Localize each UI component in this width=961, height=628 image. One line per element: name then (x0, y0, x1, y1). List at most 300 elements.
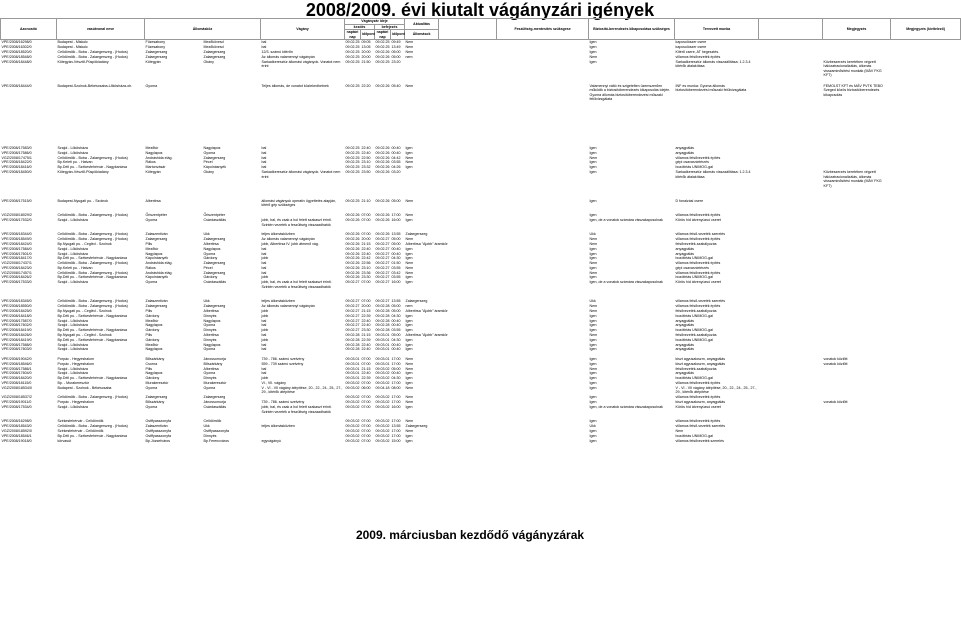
cell-allomas-2: Celldömölk (203, 419, 222, 424)
cell-befejezes-idopont: 05:40 (391, 83, 401, 88)
cell-kezdes-nap: 09.03.01 (345, 371, 360, 376)
col-allomasok: Állomások (405, 30, 439, 40)
cell-pad (497, 439, 589, 444)
table-row (1, 60, 961, 84)
cell-pad (439, 84, 497, 146)
cell-kezdes-idopont: 07:00 (361, 428, 371, 433)
cell-kezdes-idopont: 22:40 (361, 150, 371, 155)
cell-vagany: bal (261, 155, 267, 160)
cell-pad (497, 347, 589, 357)
cell-azonosito: VPE/2008/18520/0 (1, 49, 32, 54)
cell-kezdes-nap: 09.02.27 (345, 280, 360, 285)
cell-vonal: Bp.Déli pu. - Székesfehérvár - Nagykanizsa (57, 376, 128, 381)
cell-pad (759, 199, 823, 213)
cell-befejezes-nap: 09.03.01 (375, 342, 390, 347)
cell-allomas-1: Gárdony (145, 313, 160, 318)
col-nap1: naptári nap (345, 30, 361, 40)
cell-allomas-2: Pécel (203, 160, 213, 165)
cell-allomas-1: Zalaegerszeg (145, 49, 168, 54)
cell-pad (759, 347, 823, 357)
cell-vagany: bal (261, 45, 267, 50)
cell-kezdes-idopont: 23:32 (361, 165, 371, 170)
cell-vonal: Szajol - Lökösháza (57, 246, 88, 251)
cell-vagany: bal (261, 318, 267, 323)
cell-azonosito: VGZ/2008/17457/1 (1, 270, 32, 275)
cell-vagany: bal (261, 40, 267, 45)
cell-kezdes-idopont: 07:00 (361, 280, 371, 285)
cell-vagany: Sarkadkeresztúr állomási vágányok. Vonatot nem érint (261, 59, 341, 69)
closure-table (0, 18, 961, 443)
cell-biztber: Igen, de a vonatok számára visszakapcsolnak (589, 280, 663, 285)
section-title-march: 2009. márciusban kezdődő vágányzárak (355, 528, 585, 542)
cell-allomas-1: Andráshida elág. (145, 270, 173, 275)
cell-azonosito: VPE/2008/18419/0 (1, 328, 32, 333)
cell-biztber: Nem (589, 155, 598, 160)
cell-befejezes-idopont: 05:00 (391, 304, 401, 309)
cell-befejezes-nap: 09.02.27 (375, 237, 390, 242)
cell-allomas-2: Jánossomorja (203, 400, 226, 405)
cell-feszultseg: Igen (405, 376, 413, 381)
cell-kezdes-nap: 09.02.26 (345, 275, 360, 280)
col-idotartam: Vágányzár ideje (345, 19, 405, 25)
cell-vonal: Szajol - Lökösháza (57, 347, 88, 352)
cell-munka: felsővezeték-szabályozás (675, 333, 717, 338)
cell-biztber: Ukk (589, 232, 596, 237)
cell-kezdes-idopont: 22:40 (361, 323, 371, 328)
cell-allomas-2: Albertirsa (203, 333, 219, 338)
cell-munka: villamos felsővezeték építés (675, 237, 721, 242)
col-biztber: Biztosító-berendezés kikapcsolása szükséges (589, 19, 675, 40)
cell-kezdes-nap: 09.03.01 (345, 357, 360, 362)
col-kezdes: kezdés (345, 24, 375, 30)
cell-befejezes-idopont: 17:00 (391, 428, 401, 433)
cell-biztber: Valamennyi váltó és szigetelten üzemszerűen működik a biztosítóberendezés kikapcsolás idején. Gyoma állomás biztosítóberendezési műszaki felülvizsgálata (589, 83, 671, 102)
cell-pad (891, 347, 961, 357)
cell-befejezes-nap: 09.02.28 (375, 309, 390, 314)
cell-biztber: Igen (589, 265, 597, 270)
cell-vonal: Bp.Déli pu. - Székesfehérvár - Nagykanizsa (57, 165, 128, 170)
cell-kezdes-nap: 09.02.27 (345, 328, 360, 333)
cell-vagany: bal (261, 265, 267, 270)
cell-feszultseg: Nem (405, 385, 414, 390)
cell-vagany: jobb (261, 328, 269, 333)
cell-befejezes-nap: 09.02.27 (375, 265, 390, 270)
cell-allomas-2: Gyoma (203, 371, 216, 376)
cell-feszultseg: Igen (405, 275, 413, 280)
cell-befejezes-idopont: 04:30 (391, 313, 401, 318)
cell-biztber: Igen (589, 361, 597, 366)
cell-allomas-2: Bőszárkány (203, 361, 223, 366)
cell-munka: Kitérő csere, AT hegesztés. (675, 49, 720, 54)
cell-biztber: Igen (589, 381, 597, 386)
cell-feszultseg: Nem (405, 395, 414, 400)
table-row (1, 386, 961, 396)
cell-vonal: körvasút (57, 438, 72, 443)
cell-vagany: jobb (261, 337, 269, 342)
cell-munka: gépi osavarzártérzés (675, 265, 709, 270)
cell-biztber: Igen (589, 438, 597, 443)
cell-befejezes-nap: 09.02.25 (375, 45, 390, 50)
cell-kezdes-nap: 09.02.26 (345, 256, 360, 261)
cell-befejezes-nap: 09.04.18 (375, 385, 390, 390)
cell-azonosito: VPE/2008/17532/0 (1, 217, 32, 222)
cell-kezdes-idopont: 22:40 (361, 347, 371, 352)
cell-allomas-1: Zalaegerszeg (145, 395, 168, 400)
cell-azonosito: VPE/2008/17583/0 (1, 145, 32, 150)
cell-befejezes-idopont: 17:00 (391, 357, 401, 362)
cell-allomas-1: Mezőtúr (145, 342, 159, 347)
cell-kezdes-idopont: 09:05 (361, 40, 371, 45)
cell-befejezes-idopont: 17:00 (391, 381, 401, 386)
cell-feszultseg: Igen (405, 433, 413, 438)
cell-befejezes-idopont: 17:00 (391, 400, 401, 405)
cell-feszultseg: Igen (405, 342, 413, 347)
cell-azonosito: VPE/2008/18422/0 (1, 160, 32, 165)
cell-allomas-2: Zalaegerszeg (203, 395, 226, 400)
cell-befejezes-idopont: 05:00 (391, 333, 401, 338)
cell-biztber: Igen (589, 433, 597, 438)
cell-allomas-1: Nagylapos (145, 150, 163, 155)
cell-munka: anyagpálás (675, 145, 694, 150)
cell-befejezes-nap: 09.03.01 (375, 333, 390, 338)
cell-allomas-2: Zalaegerszeg (203, 54, 226, 59)
cell-vagany: Teljes állomás, de vonatot közlekedhetnek (261, 83, 329, 88)
cell-azonosito: VPE/2008/18546/0 (1, 361, 32, 366)
cell-vonal: Celldömölk - Boba - Zalaegerszeg - (Hodos) (57, 270, 128, 275)
cell-befejezes-idopont: 00:40 (391, 145, 401, 150)
cell-befejezes-nap: 09.02.28 (375, 313, 390, 318)
cell-allomas-2: Gyoma (203, 323, 216, 328)
cell-azonosito: VPE/2008/19042/0 (1, 357, 32, 362)
cell-allomas-1: Gyoma (145, 217, 158, 222)
cell-kezdes-idopont: 23:30 (361, 275, 371, 280)
cell-vonal: Celldömölk - Boba - Zalaegerszeg - (Hodos) (57, 424, 128, 429)
cell-munka: bozótirtás UNIMOG-gal (675, 165, 713, 170)
cell-pad (891, 386, 961, 396)
cell-munka: kiszt agyusaloszm, anyagpálás (675, 400, 726, 405)
cell-vonal: Celldömölk - Boba - Zalaegerszeg - (Hodos) (57, 232, 128, 237)
cell-vonal: Bp.Déli pu. - Székesfehérvár - Nagykanizsa (57, 337, 128, 342)
cell-allomas-1: Andráshida elág. (145, 155, 173, 160)
cell-feszultseg: Albertirsa "Ajobb" áramkör (405, 333, 448, 338)
cell-pad (759, 84, 823, 146)
cell-befejezes-nap: 09.03.02 (375, 400, 390, 405)
cell-pad (891, 218, 961, 232)
cell-feszultseg: Igen (405, 381, 413, 386)
table-row (1, 218, 961, 232)
cell-vagany: bal (261, 323, 267, 328)
cell-feszultseg: Igen (405, 313, 413, 318)
cell-azonosito: VPE/2008/17587/0 (1, 318, 32, 323)
cell-befejezes-idopont: 05:00 (391, 241, 401, 246)
cell-allomas-1: Őriszentpéter (145, 213, 168, 218)
cell-pad (439, 439, 497, 444)
cell-azonosito: VPE/2008/17602/0 (1, 323, 32, 328)
cell-allomas-2: Okány (203, 169, 214, 174)
cell-pad (497, 218, 589, 232)
cell-feszultseg: Igen (405, 323, 413, 328)
cell-befejezes-idopont: 00:40 (391, 371, 401, 376)
cell-vagany: V - VI - VII vágány átépítése, 20., 22., 24., 25., 27., 29., kitérők átépítése (261, 385, 343, 395)
cell-feszultseg: Igen (405, 145, 413, 150)
cell-kezdes-nap: 09.02.25 (345, 54, 360, 59)
cell-kezdes-idopont: 21:15 (361, 333, 371, 338)
cell-feszultseg: nem (405, 54, 413, 59)
col-nap2: naptári nap (375, 30, 391, 40)
cell-feszultseg: Nem (405, 198, 414, 203)
cell-vagany: Sarkadkeresztúr állomási vágányok. Vonatot nem érint (261, 169, 341, 179)
cell-biztber: Igen (589, 145, 597, 150)
cell-munka: anyagpálás (675, 246, 694, 251)
col-feszultseg: Feszültség-mentesítés szüksgese (497, 19, 589, 40)
cell-kezdes-nap: 09.03.02 (345, 424, 360, 429)
cell-vonal: Budapest - Szolnok - Békéscsaba (57, 385, 112, 390)
cell-munka: anyagpálás (675, 371, 694, 376)
cell-biztber: Igen (589, 169, 597, 174)
cell-biztber: Igen (589, 213, 597, 218)
cell-allomas-1: Zalaegerszeg (145, 304, 168, 309)
cell-pad (497, 84, 589, 146)
cell-vonal: Szajol - Lökösháza (57, 145, 88, 150)
cell-biztber: Igen (589, 313, 597, 318)
cell-kezdes-idopont: 07:00 (361, 438, 371, 443)
cell-azonosito: VPE/2008/18426/0 (1, 333, 32, 338)
cell-kezdes-nap: 09.02.28 (345, 333, 360, 338)
cell-megjegyzes: vonatok közlött (823, 400, 848, 405)
cell-allomas-2: Kápolnásnyék (203, 165, 227, 170)
cell-befejezes-idopont: 00:40 (391, 246, 401, 251)
cell-kezdes-nap: 09.02.25 (345, 198, 360, 203)
cell-feszultseg: Nem (405, 261, 414, 266)
cell-azonosito: VGZ/2008/17475/1 (1, 155, 32, 160)
cell-feszultseg: Nem (405, 83, 414, 88)
cell-kezdes-idopont: 23:36 (361, 270, 371, 275)
cell-kezdes-idopont: 07:00 (361, 299, 371, 304)
cell-allomas-2: Albertirsa (203, 241, 219, 246)
page-title: 2008/2009. évi kiutalt vágányzári igények (305, 0, 655, 20)
cell-allomas-2: Ukk (203, 299, 210, 304)
cell-befejezes-nap: 09.02.25 (375, 59, 390, 64)
cell-feszultseg: Igen (405, 438, 413, 443)
cell-feszultseg: Nem (405, 155, 414, 160)
cell-kezdes-idopont: 07:00 (361, 400, 371, 405)
cell-pad (439, 386, 497, 396)
cell-pad (891, 170, 961, 199)
cell-befejezes-nap: 09.02.27 (375, 246, 390, 251)
cell-kezdes-nap: 09.02.25 (345, 40, 360, 45)
cell-azonosito: VPE/2008/16298/0 (1, 419, 32, 424)
cell-befejezes-idopont: 03:55 (391, 328, 401, 333)
cell-vonal: Szajol - Lökösháza (57, 318, 88, 323)
cell-azonosito: VGZ/2008/18537/2 (1, 395, 32, 400)
cell-feszultseg: Igen (405, 150, 413, 155)
cell-vagany: egyvágányú (261, 438, 281, 443)
cell-befejezes-idopont: 04:30 (391, 337, 401, 342)
cell-munka: villamos felső-vezeték szerelés (675, 299, 726, 304)
cell-kezdes-idopont: 21:15 (361, 309, 371, 314)
cell-munka: Körös híd átvenyúzsó cseret (675, 217, 721, 222)
cell-allomas-2: Zalaegerszeg (203, 49, 226, 54)
cell-biztber: Nem (589, 237, 598, 242)
cell-kezdes-nap: 09.03.02 (345, 433, 360, 438)
cell-biztber: Nem (589, 241, 598, 246)
cell-azonosito: VPE/2008/18345/0 (1, 299, 32, 304)
cell-vonal: Porpác - Hegyeshalom (57, 361, 95, 366)
cell-munka: anyagpálás (675, 342, 694, 347)
cell-allomas-2: Csárdaszállás (203, 405, 227, 409)
cell-biztber: Igen (589, 251, 597, 256)
cell-kezdes-nap: 09.02.28 (345, 342, 360, 347)
cell-kezdes-idopont: 07:00 (361, 433, 371, 438)
cell-allomas-2 (203, 199, 261, 213)
cell-vonal: Bp.Déli pu. - Székesfehérvár - Nagykanizsa (57, 433, 128, 438)
cell-vonal: Szajol - Lökösháza (57, 405, 88, 409)
cell-allomas-1: Gyoma (145, 280, 158, 285)
cell-befejezes-idopont: 05:00 (391, 309, 401, 314)
cell-vonal: Szajol - Lökösháza (57, 217, 88, 222)
cell-kezdes-idopont: 22:39 (361, 313, 371, 318)
cell-vagany: bal (261, 145, 267, 150)
cell-befejezes-nap: 09.03.01 (375, 357, 390, 362)
cell-befejezes-nap: 09.02.28 (375, 328, 390, 333)
cell-feszultseg: Igen (405, 251, 413, 256)
cell-allomas-1: Ostffyasszonyfa (145, 433, 172, 438)
cell-azonosito: VPE/2008/18444/0 (1, 83, 32, 88)
cell-azonosito: VPE/2008/18549/0 (1, 237, 32, 242)
cell-feszultseg: Igen (405, 217, 413, 222)
cell-azonosito: VPE/2008/18423/0 (1, 265, 32, 270)
cell-biztber: Nem (589, 261, 598, 266)
cell-befejezes-nap: 09.03.02 (375, 419, 390, 424)
cell-biztber: Nem (589, 309, 598, 314)
cell-befejezes-idopont: 03:55 (391, 160, 401, 165)
cell-kezdes-nap: 09.03.02 (345, 419, 360, 424)
cell-vagany: teljes állomásközben (261, 424, 295, 429)
cell-vonal: Székesfehérvár - Celldömölk (57, 428, 104, 433)
cell-befejezes-nap: 09.02.25 (375, 40, 390, 45)
cell-vagany: Az állomás valamennyi vágányán (261, 304, 315, 309)
cell-feszultseg: Igen (405, 337, 413, 342)
cell-befejezes-nap: 09.03.02 (375, 381, 390, 386)
cell-allomas-2: Gyoma (203, 150, 216, 155)
cell-vonal: Budapest - Miskolc (57, 40, 88, 45)
cell-vagany: jobb (261, 275, 269, 280)
cell-biztber: Igen (589, 59, 597, 64)
cell-allomas-1: Murakeresztúr (145, 381, 169, 386)
cell-vagany: VI., VII. vágány (261, 381, 286, 386)
cell-vagany: 739 - 786. számú szelvény (261, 400, 305, 405)
cell-vonal: Bp.Déli pu. - Székesfehérvár - Nagykanizsa (57, 256, 128, 261)
cell-allomas-1: Füzesabony (145, 40, 166, 45)
cell-kezdes-idopont: 07:00 (361, 381, 371, 386)
cell-befejezes-idopont: 00:40 (391, 323, 401, 328)
cell-vonal: Celldömölk - Boba - Zalaegerszeg - (Hodos) (57, 155, 128, 160)
cell-megjegyzes (823, 280, 891, 299)
cell-allomas-1: Mezőtúr (145, 145, 159, 150)
cell-allomas-2: Dinnyés (203, 376, 217, 381)
cell-azonosito: VGZ/2008/18029/2 (1, 213, 32, 218)
cell-kezdes-nap: 09.03.01 (345, 366, 360, 371)
cell-biztber: Ukk (589, 424, 596, 429)
cell-allomas-1: Füzesabony (145, 45, 166, 50)
cell-kezdes-idopont: 21:15 (361, 366, 371, 371)
cell-munka: Nem (675, 428, 684, 433)
cell-kezdes-idopont: 13:05 (361, 45, 371, 50)
cell-vonal: Porpác - Hegyeshalom (57, 400, 95, 405)
cell-munka: bozótirtás UNIMOG-gal (675, 433, 713, 438)
cell-munka: villamos felsővezeték építés (675, 304, 721, 309)
cell-befejezes-idopont: 03:42 (391, 270, 401, 275)
cell-munka: villamos felsővezeték építés (675, 395, 721, 400)
cell-kezdes-idopont: 20:00 (361, 304, 371, 309)
cell-feszultseg: Nem (405, 265, 414, 270)
cell-vonal: Bp.Nyugati pu. - Cegléd - Szolnok (57, 333, 112, 338)
cell-allomas-2: Nagylapos (203, 246, 221, 251)
cell-vagany: jobb, Albertirsa IV. jobb átmenő vág. (261, 241, 319, 246)
cell-azonosito: VPE/2008/18115/0 (1, 381, 32, 386)
cell-vagany: bal (261, 165, 267, 170)
cell-allomas-2: Murakeresztúr (203, 381, 227, 386)
cell-vagany: jobb (261, 376, 269, 381)
cell-munka: villamos felső-vezeték szerelés (675, 424, 726, 429)
col-aktualitas: Aktualitás (405, 19, 439, 30)
cell-vagany: bal (261, 270, 267, 275)
cell-biztber: Igen (589, 150, 597, 155)
cell-befejezes-idopont: 17:00 (391, 361, 401, 366)
cell-kezdes-idopont: 22:40 (361, 342, 371, 347)
cell-allomas-2: Dinnyés (203, 313, 217, 318)
cell-biztber: Igen (589, 165, 597, 170)
cell-megjegyzes: vonatok közlött (823, 357, 848, 362)
cell-megjegyzes (823, 386, 891, 396)
cell-allomas-1: Zalaszentiván (145, 232, 168, 237)
cell-vonal: Bp.Déli pu. - Székesfehérvár - Nagykanizsa (57, 275, 128, 280)
cell-befejezes-nap: 09.02.26 (375, 155, 390, 160)
cell-feszultseg: Nem (405, 428, 414, 433)
cell-biztber: Nem (589, 54, 598, 59)
cell-azonosito: VPE/2008/16302/0 (1, 45, 32, 50)
cell-megjegyzes (823, 347, 891, 357)
cell-feszultseg: Igen (405, 347, 413, 352)
cell-azonosito: VGZ/2008/17437/1 (1, 261, 32, 266)
cell-feszultseg: Igen (405, 280, 413, 285)
cell-allomas-1: Gárdony (145, 376, 160, 381)
cell-biztber: Igen, de a vonatok számára visszakapcsolnak (589, 217, 663, 222)
cell-feszultseg: Nem (405, 213, 414, 218)
cell-allomas-2: Nagylapos (203, 145, 221, 150)
cell-allomas-2: Ukk (203, 424, 210, 429)
cell-biztber: Igen (589, 323, 597, 328)
cell-kezdes-idopont: 20:00 (361, 54, 371, 59)
cell-munka: anyagpálás (675, 318, 694, 323)
cell-azonosito: VPE/2008/18548/0 (1, 54, 32, 59)
cell-pad (891, 439, 961, 444)
cell-feszultseg: Nem (405, 357, 414, 362)
cell-munka: V - VI - VII vágány átépítése, 20., 22., 24., 25., 27., 29., kitérők átépítése (675, 385, 757, 395)
cell-pad (891, 280, 961, 299)
cell-feszultseg: Zalaegerszeg (405, 232, 428, 237)
cell-vonal: Szajol - Lökösháza (57, 150, 88, 155)
cell-azonosito: VPE/2008/18418/0 (1, 313, 32, 318)
cell-biztber: Igen (589, 376, 597, 381)
cell-megjegyzes (823, 199, 891, 213)
col-megjegyzes-k: Megjegyzés (kivitelező) (891, 19, 961, 40)
cell-kezdes-idopont: 07:00 (361, 419, 371, 424)
cell-allomas-2: Zalaegerszeg (203, 237, 226, 242)
cell-vonal: Bp.Déli pu. - Székesfehérvár - Nagykanizsa (57, 313, 128, 318)
cell-allomas-1: Zalaszentiván (145, 424, 168, 429)
cell-kezdes-nap: 09.02.26 (345, 232, 360, 237)
